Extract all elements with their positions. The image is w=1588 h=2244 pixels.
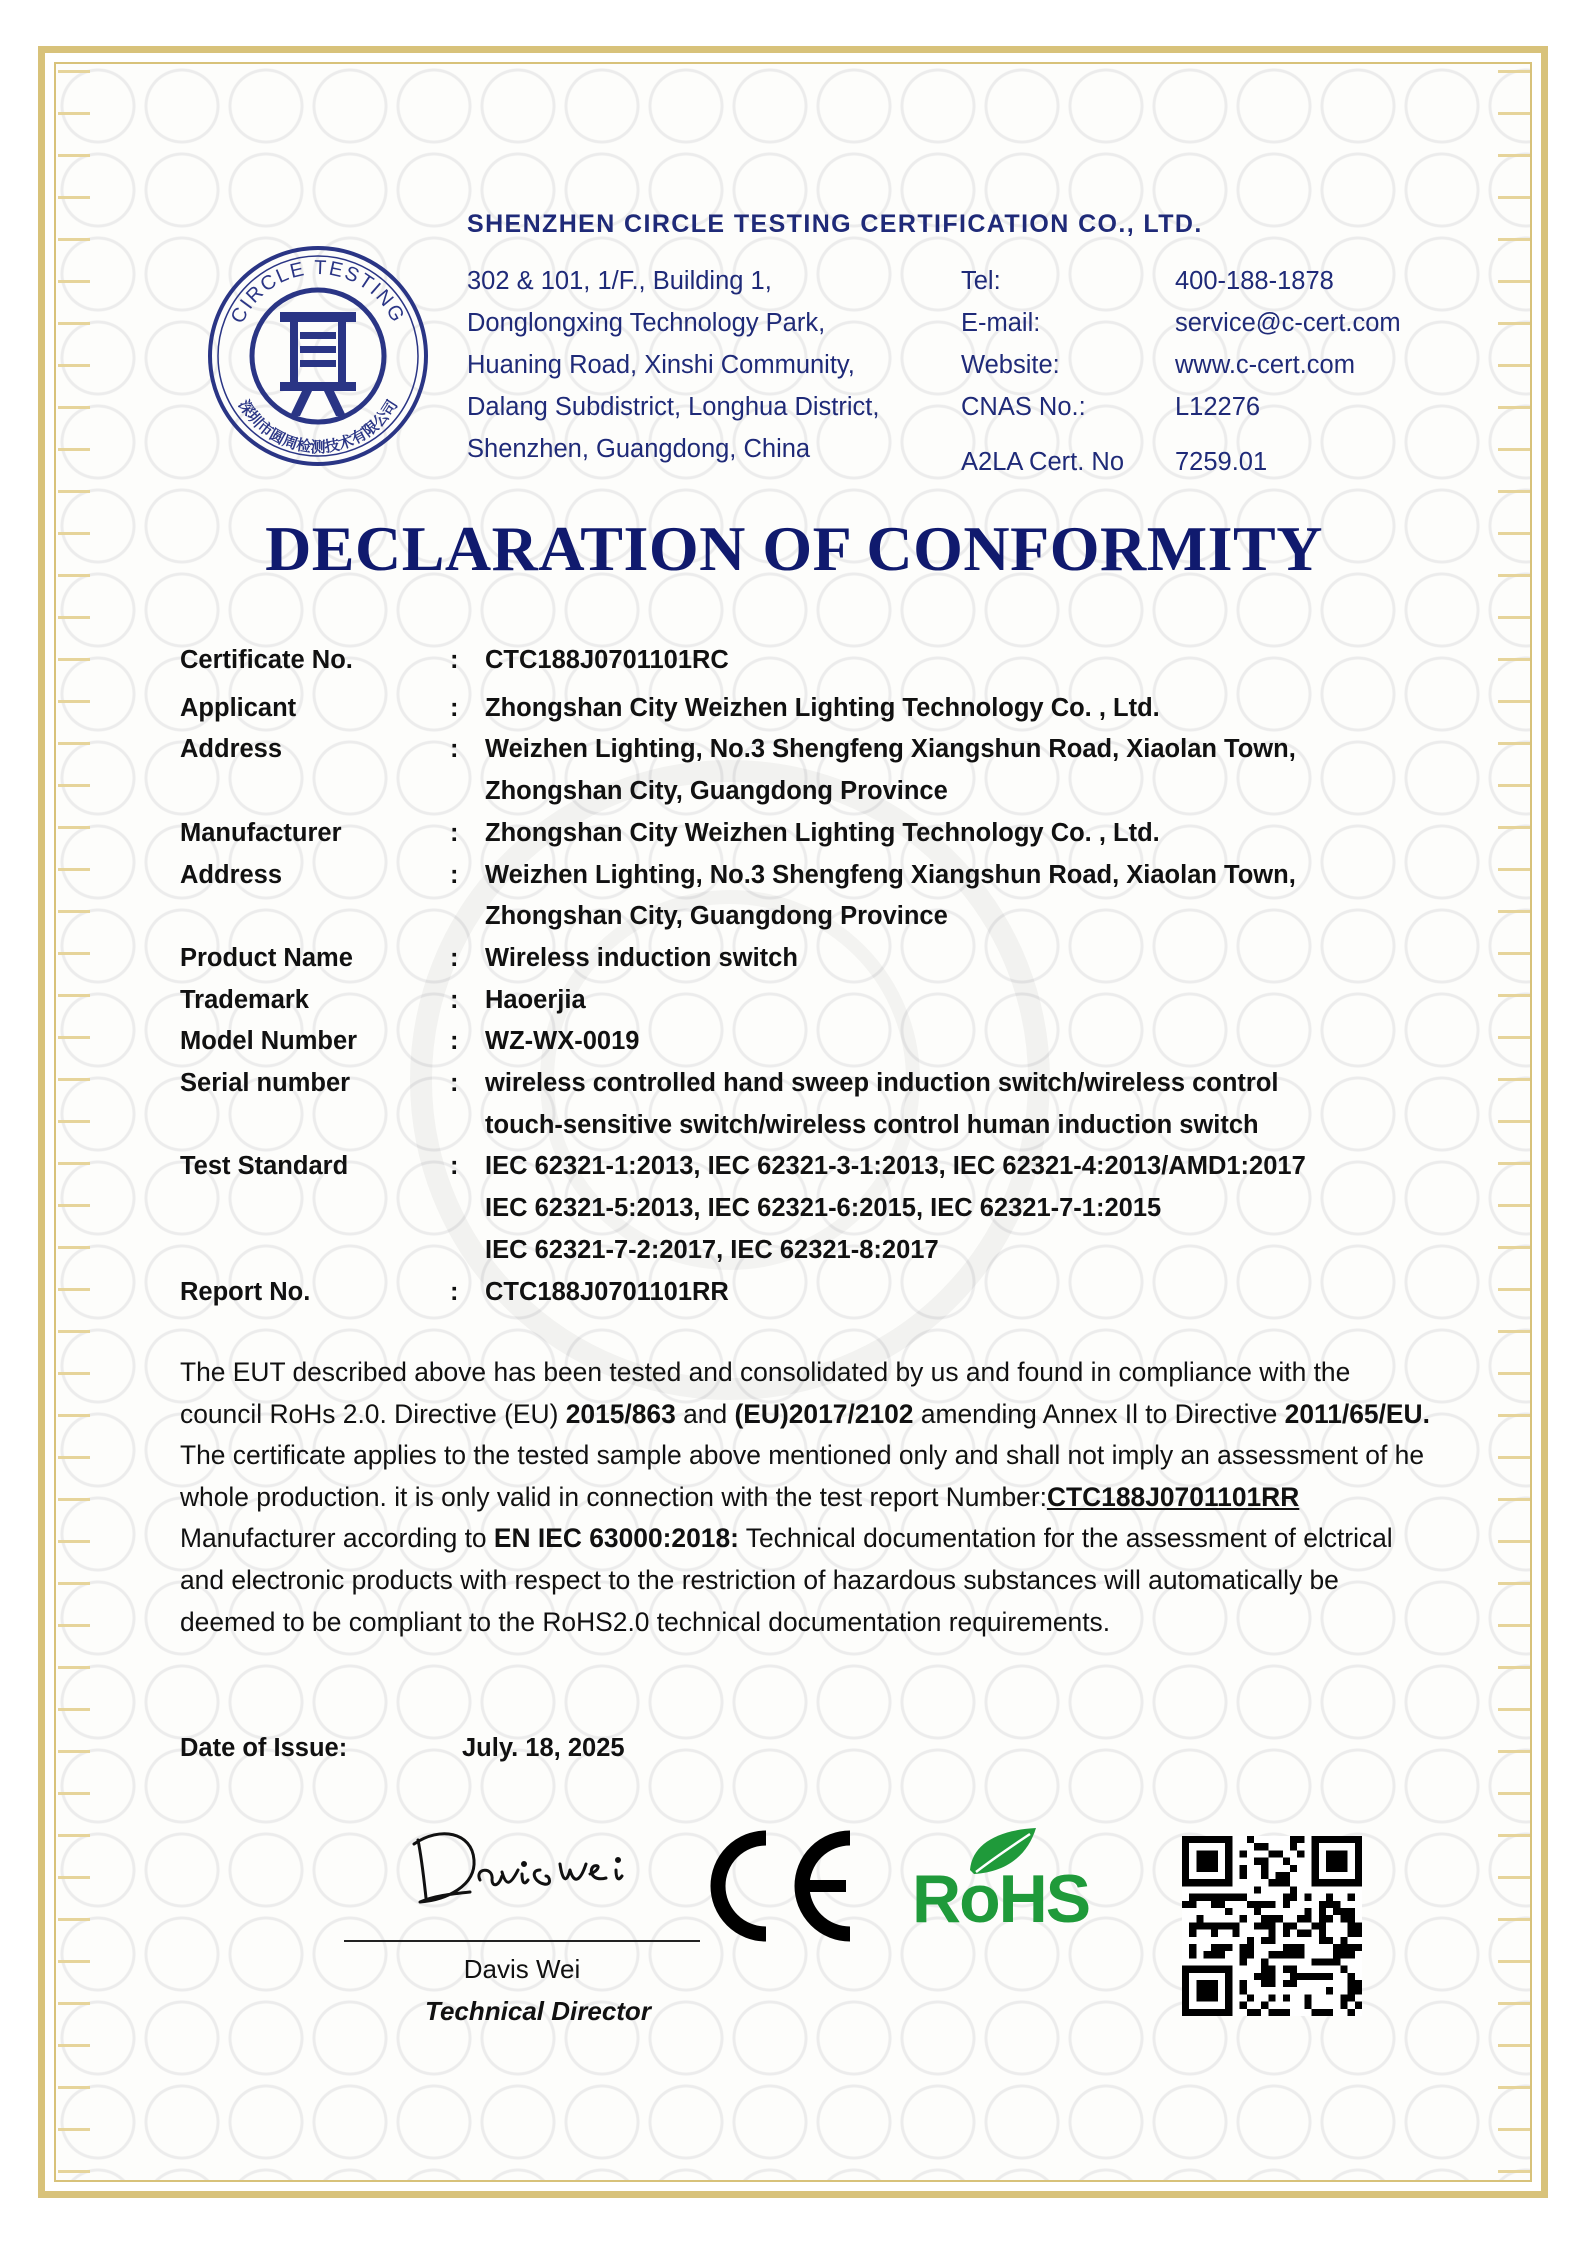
contact-value: 400-188-1878	[1175, 267, 1334, 295]
contact-block	[961, 260, 1401, 428]
field-colon	[450, 771, 485, 813]
address-line: Donglongxing Technology Park,	[467, 309, 826, 337]
field-colon: :	[450, 943, 459, 972]
date-of-issue	[180, 1734, 625, 1763]
field-value: Weizhen Lighting, No.3 Shengfeng Xiangshun Road, Xiaolan Town,	[485, 735, 1296, 764]
field-value: IEC 62321-7-2:2017, IEC 62321-8:2017	[485, 1235, 939, 1264]
directive-ref: 2015/863	[565, 1398, 676, 1429]
field-label: Trademark	[180, 985, 309, 1014]
report-number-ref: CTC188J0701101RR	[1046, 1481, 1300, 1512]
field-label	[180, 1188, 450, 1230]
field-colon	[450, 1188, 485, 1230]
contact-label: CNAS No.:	[961, 393, 1086, 421]
field-row	[180, 896, 1440, 938]
field-colon: :	[450, 693, 459, 722]
field-value: wireless controlled hand sweep induction switch/wireless control	[485, 1069, 1279, 1098]
field-colon: :	[450, 985, 459, 1014]
signer-title: Technical Director	[425, 1996, 651, 2026]
field-value: CTC188J0701101RR	[485, 1277, 729, 1306]
qr-code-icon[interactable]	[1182, 1836, 1362, 2016]
field-row	[180, 1272, 1440, 1314]
statement-text: amending Annex Il to Directive	[913, 1398, 1285, 1429]
field-label: Serial number	[180, 1069, 351, 1098]
field-row	[180, 729, 1440, 771]
signer-name: Davis Wei	[463, 1954, 581, 1984]
address-line: Dalang Subdistrict, Longhua District,	[467, 393, 880, 421]
handwritten-signature	[410, 1820, 640, 1920]
issue-value: July. 18, 2025	[462, 1734, 625, 1762]
contact-email	[961, 302, 1401, 344]
address-line: Huaning Road, Xinshi Community,	[467, 351, 855, 379]
field-colon: :	[450, 1027, 459, 1056]
field-row	[180, 688, 1440, 730]
field-row	[180, 1063, 1440, 1105]
contact-website	[961, 344, 1401, 386]
field-label: Test Standard	[180, 1152, 349, 1181]
field-value: CTC188J0701101RC	[485, 646, 729, 674]
contact-value: L12276	[1175, 393, 1261, 421]
field-label	[180, 1105, 450, 1147]
field-value: IEC 62321-1:2013, IEC 62321-3-1:2013, IEC 62321-4:2013/AMD1:2017	[485, 1152, 1306, 1181]
field-value: Zhongshan City Weizhen Lighting Technology Co. , Ltd.	[485, 818, 1160, 847]
field-label	[180, 771, 450, 813]
field-colon: :	[450, 646, 459, 674]
rohs-mark-text: RoHS	[912, 1861, 1090, 1937]
signature-line	[344, 1940, 700, 1942]
document-title: DECLARATION OF CONFORMITY	[265, 513, 1323, 584]
field-row	[180, 640, 1440, 682]
field-row	[180, 980, 1440, 1022]
statement-text: The EUT described above has been tested and consolidated by us and found in compliance with the council RoHs 2.0. Directive (EU)	[180, 1357, 1351, 1429]
field-value: IEC 62321-5:2013, IEC 62321-6:2015, IEC 62321-7-1:2015	[485, 1194, 1162, 1223]
ce-mark-icon	[700, 1830, 860, 1942]
field-label: Certificate No.	[180, 646, 353, 674]
field-colon: :	[450, 735, 459, 764]
right-border-pattern	[1498, 70, 1530, 2174]
field-row	[180, 855, 1440, 897]
contact-value: service@c-cert.com	[1175, 309, 1401, 337]
company-seal-logo	[206, 244, 430, 468]
field-label	[180, 1230, 450, 1272]
field-colon: :	[450, 1069, 459, 1098]
field-label: Address	[180, 860, 283, 889]
field-label	[180, 896, 450, 938]
field-row	[180, 1021, 1440, 1063]
field-colon	[450, 1230, 485, 1272]
field-label: Product Name	[180, 943, 353, 972]
contact-label: Website:	[961, 351, 1060, 379]
statement-text: Technical documentation for the assessment of elctrical and electronic products with respect to the restriction of hazardous substances will automatically be deemed to be compliant to the RoHS2.0 technical documentation requirements.	[180, 1523, 1393, 1637]
field-row	[180, 1146, 1440, 1188]
field-row	[180, 1230, 1440, 1272]
field-label: Address	[180, 735, 283, 764]
contact-value: www.c-cert.com	[1175, 351, 1355, 379]
field-colon	[450, 896, 485, 938]
directive-ref: (EU)2017/2102	[734, 1398, 914, 1429]
logo-top-text: CIRCLE TESTING	[226, 256, 410, 328]
issue-label: Date of Issue:	[180, 1734, 348, 1762]
field-colon: :	[450, 818, 459, 847]
contact-label: E-mail:	[961, 309, 1041, 337]
field-row	[180, 771, 1440, 813]
field-value: Zhongshan City Weizhen Lighting Technology Co. , Ltd.	[485, 693, 1160, 722]
field-row	[180, 1188, 1440, 1230]
address-line: 302 & 101, 1/F., Building 1,	[467, 267, 772, 295]
field-value: Zhongshan City, Guangdong Province	[485, 902, 948, 931]
field-label: Applicant	[180, 693, 297, 722]
field-value: WZ-WX-0019	[485, 1027, 640, 1056]
contact-cnas	[961, 386, 1401, 428]
contact-tel	[961, 260, 1401, 302]
field-value: Zhongshan City, Guangdong Province	[485, 777, 948, 806]
field-label: Manufacturer	[180, 818, 342, 847]
field-value: Haoerjia	[485, 985, 586, 1014]
field-row	[180, 813, 1440, 855]
logo-bottom-text: 深圳市圆周检测技术有限公司	[234, 396, 402, 456]
left-border-pattern	[58, 70, 90, 2174]
a2la-value: 7259.01	[1175, 448, 1268, 476]
company-name: SHENZHEN CIRCLE TESTING CERTIFICATION CO., LTD.	[467, 210, 1203, 238]
field-value: Wireless induction switch	[485, 943, 798, 972]
compliance-statement	[180, 1352, 1430, 1643]
standard-ref: EN IEC 63000:2018:	[493, 1523, 739, 1554]
field-label: Report No.	[180, 1277, 311, 1306]
field-value: touch-sensitive switch/wireless control human induction switch	[485, 1110, 1259, 1139]
directive-ref: 2011/65/EU.	[1284, 1398, 1430, 1429]
field-row	[180, 1105, 1440, 1147]
contact-label: Tel:	[961, 267, 1001, 295]
statement-text: and	[675, 1398, 735, 1429]
field-value: Weizhen Lighting, No.3 Shengfeng Xiangshun Road, Xiaolan Town,	[485, 860, 1296, 889]
statement-text: The certificate applies to the tested sample above mentioned only and shall not imply an assessment of he whole production. it is only valid in connection with the test report Number:	[180, 1440, 1425, 1512]
address-line: Shenzhen, Guangdong, China	[467, 435, 811, 463]
field-colon: :	[450, 1152, 459, 1181]
field-row	[180, 938, 1440, 980]
field-colon	[450, 1105, 485, 1147]
a2la-cert	[961, 448, 1267, 477]
a2la-label: A2LA Cert. No	[961, 448, 1124, 476]
statement-text: Manufacturer according to	[180, 1523, 494, 1554]
field-label: Model Number	[180, 1027, 358, 1056]
company-address	[467, 260, 879, 470]
field-colon: :	[450, 860, 459, 889]
field-colon: :	[450, 1277, 459, 1306]
certificate-fields	[180, 640, 1440, 1313]
